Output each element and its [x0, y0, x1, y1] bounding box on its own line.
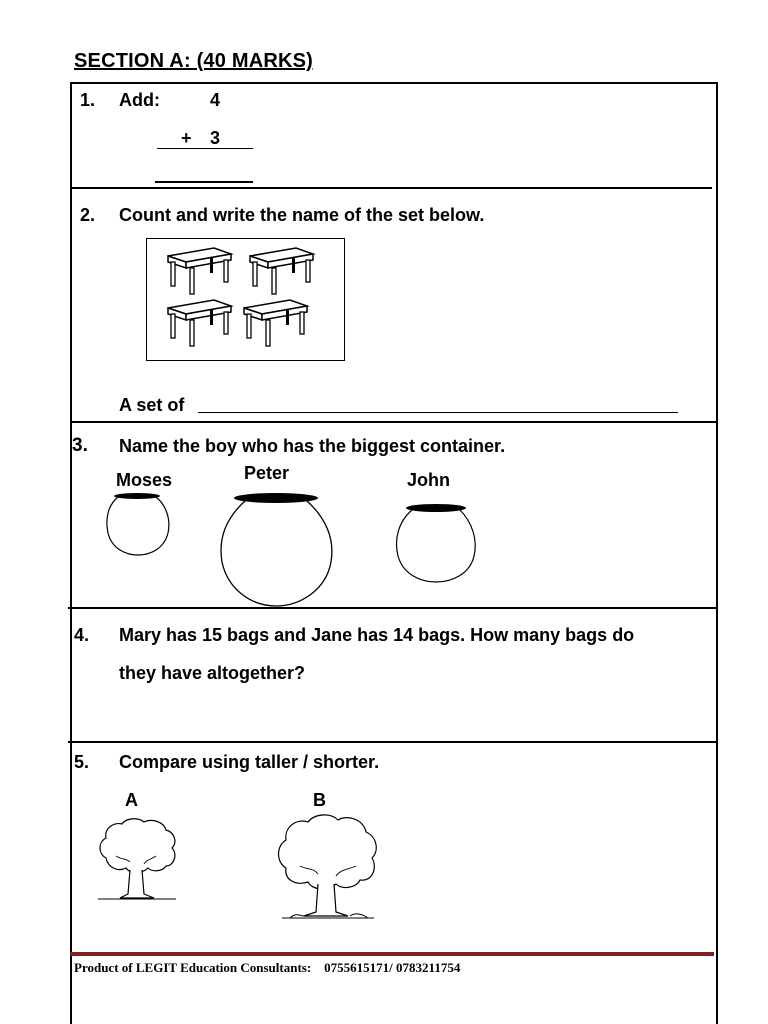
q3-number: 3.	[72, 435, 88, 456]
q1-label: Add:	[119, 90, 160, 110]
q4-prompt-line2: they have altogether?	[119, 663, 306, 683]
tree-label-b: B	[313, 790, 326, 810]
boy-name-peter: Peter	[244, 463, 290, 483]
pot-moses	[104, 491, 172, 557]
q2-answer-prefix: A set of	[119, 395, 185, 415]
boy-name-moses: Moses	[116, 470, 173, 490]
tables-picture	[146, 238, 345, 361]
frame-right-border	[716, 82, 718, 1024]
q5-number: 5.	[74, 752, 90, 772]
row-divider-2	[70, 421, 718, 423]
q4-number: 4.	[74, 625, 90, 645]
q1-sum-line	[157, 148, 253, 149]
frame-left-border	[70, 82, 72, 1024]
q1-operator: +	[181, 128, 192, 148]
pot-peter	[216, 490, 337, 609]
tree-b	[274, 812, 380, 922]
row-divider-1	[70, 187, 712, 189]
q4-prompt-line1: Mary has 15 bags and Jane has 14 bags. How many bags do	[119, 625, 635, 645]
q2-prompt: Count and write the name of the set below.	[119, 205, 485, 225]
boy-name-john: John	[407, 470, 450, 490]
footer-divider	[70, 952, 714, 956]
q3-prompt: Name the boy who has the biggest container.	[119, 436, 506, 456]
tree-label-a: A	[125, 790, 138, 810]
q1-number: 1.	[80, 90, 96, 110]
q5-prompt: Compare using taller / shorter.	[119, 752, 380, 772]
q1-bottom-operand: 3	[210, 128, 221, 148]
row-divider-4	[68, 741, 718, 743]
footer-credit: Product of LEGIT Education Consultants: 0755615171/ 0783211754	[74, 960, 461, 975]
q2-answer-line[interactable]	[198, 412, 678, 413]
q2-number: 2.	[80, 205, 96, 225]
q1-answer-line[interactable]	[155, 181, 253, 183]
section-title: SECTION A: (40 MARKS)	[74, 50, 314, 72]
pot-john	[394, 500, 480, 586]
row-divider-3	[68, 607, 718, 609]
q1-top-operand: 4	[210, 90, 221, 110]
tree-a	[96, 816, 178, 902]
frame-top-border	[70, 82, 718, 84]
